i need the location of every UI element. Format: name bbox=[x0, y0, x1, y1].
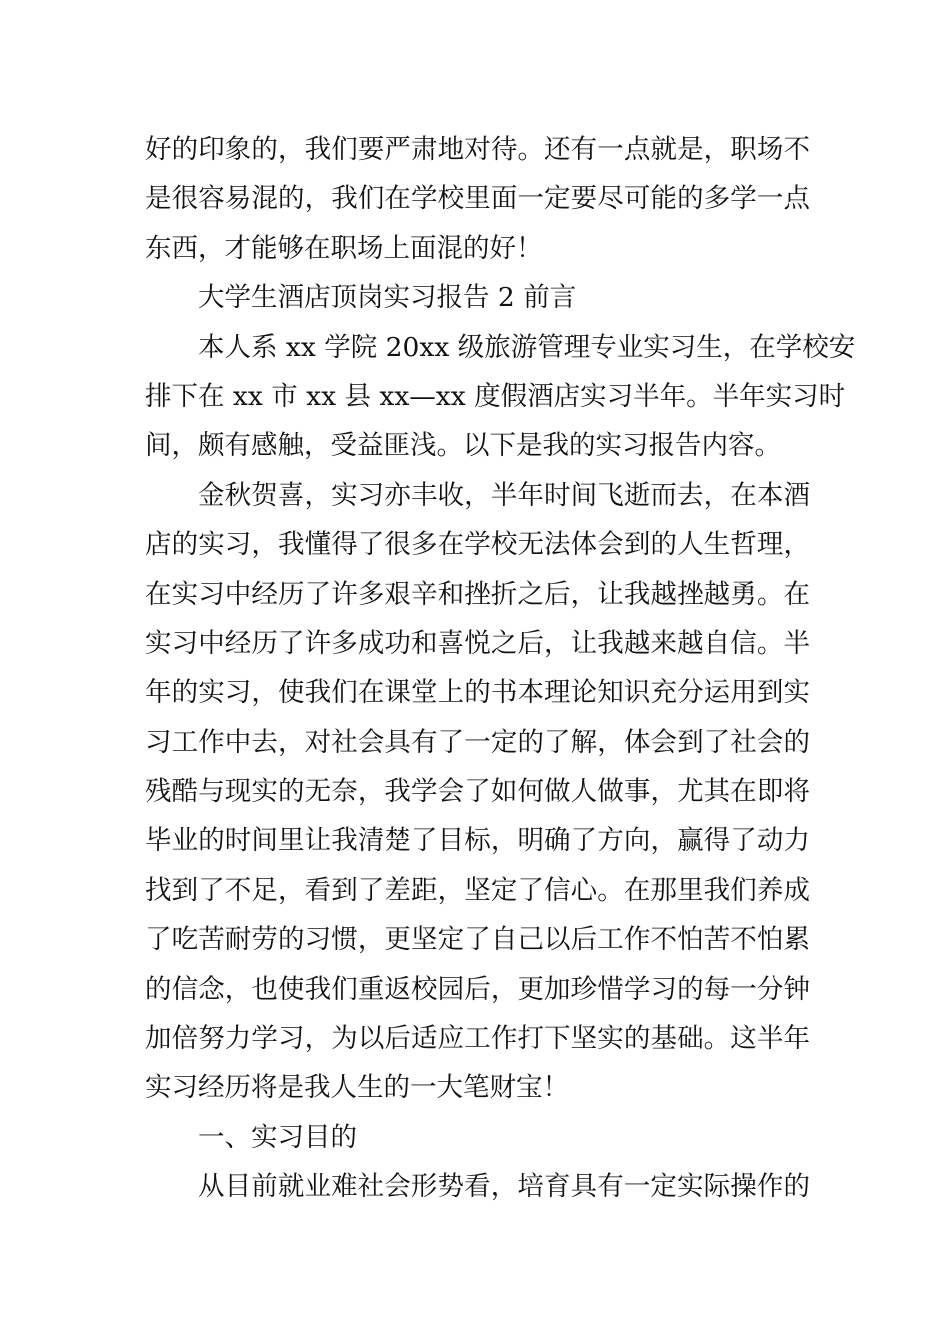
text-line: 排下在 xx 市 xx 县 xx—xx 度假酒店实习半年。半年实习时 bbox=[145, 380, 846, 412]
text-line: 店的实习，我懂得了很多在学校无法体会到的人生哲理， bbox=[145, 529, 810, 561]
text-line: 加倍努力学习，为以后适应工作打下坚实的基础。这半年 bbox=[145, 1023, 810, 1055]
document-body bbox=[145, 125, 856, 1212]
text-line: 找到了不足，看到了差距，坚定了信心。在那里我们养成 bbox=[145, 874, 810, 906]
text-line: 在实习中经历了许多艰辛和挫折之后，让我越挫越勇。在 bbox=[145, 578, 810, 610]
text-line: 金秋贺喜，实习亦丰收，半年时间飞逝而去，在本酒 bbox=[198, 479, 810, 511]
text-line: 习工作中去，对社会具有了一定的了解，体会到了社会的 bbox=[145, 726, 810, 758]
section-heading: 一、实习目的 bbox=[198, 1121, 357, 1153]
section-heading: 大学生酒店顶岗实习报告 2 前言 bbox=[198, 282, 577, 314]
text-line: 实习经历将是我人生的一大笔财宝！ bbox=[145, 1072, 569, 1104]
text-line: 间，颇有感触，受益匪浅。以下是我的实习报告内容。 bbox=[145, 430, 781, 462]
text-line: 的信念，也使我们重返校园后，更加珍惜学习的每一分钟 bbox=[145, 973, 810, 1005]
text-line: 实习中经历了许多成功和喜悦之后，让我越来越自信。半 bbox=[145, 627, 810, 659]
text-line: 从目前就业难社会形势看，培育具有一定实际操作的 bbox=[198, 1171, 810, 1203]
text-line: 本人系 xx 学院 20xx 级旅游管理专业实习生，在学校安 bbox=[198, 331, 856, 363]
text-line: 了吃苦耐劳的习惯，更坚定了自己以后工作不怕苦不怕累 bbox=[145, 924, 810, 956]
text-line: 东西，才能够在职场上面混的好！ bbox=[145, 232, 543, 264]
text-line: 是很容易混的，我们在学校里面一定要尽可能的多学一点 bbox=[145, 183, 810, 215]
text-line: 年的实习，使我们在课堂上的书本理论知识充分运用到实 bbox=[145, 677, 810, 709]
text-line: 毕业的时间里让我清楚了目标，明确了方向，赢得了动力 bbox=[145, 825, 810, 857]
text-line: 好的印象的，我们要严肃地对待。还有一点就是，职场不 bbox=[145, 134, 810, 165]
text-line: 残酷与现实的无奈，我学会了如何做人做事，尤其在即将 bbox=[145, 776, 810, 808]
